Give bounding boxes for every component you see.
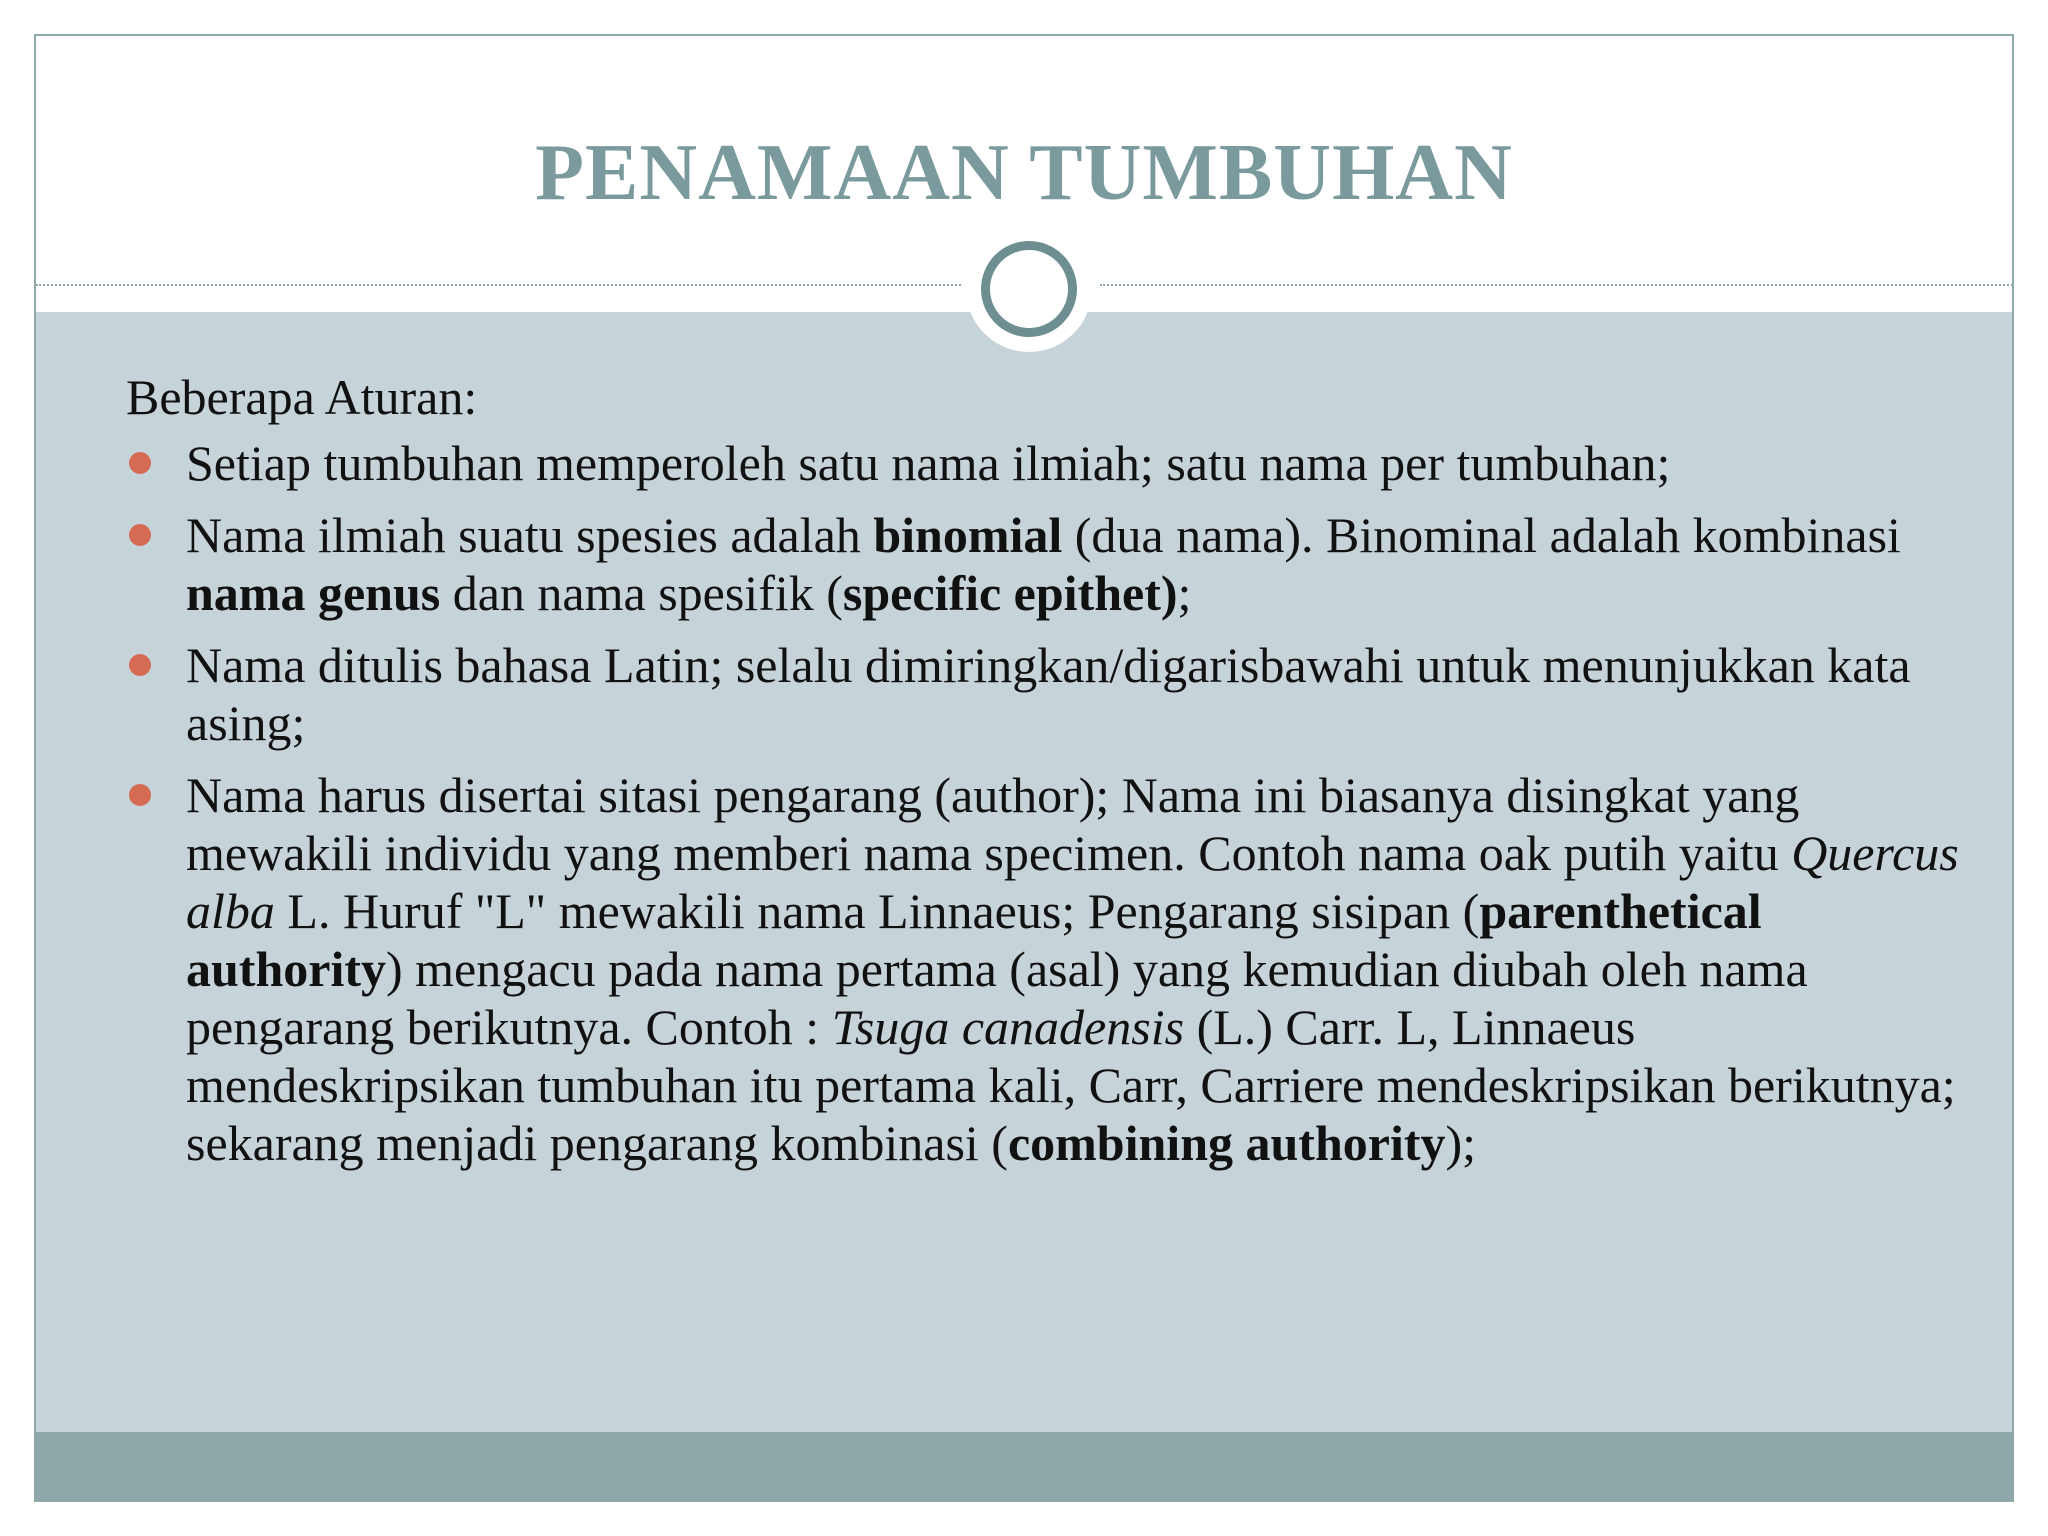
slide-body [126, 368, 1976, 1186]
bullet-text: dan nama spesifik ( [440, 565, 843, 621]
bullet-text: Setiap tumbuhan memperoleh satu nama ilmiah; satu nama per tumbuhan; [186, 435, 1671, 491]
specific-epithet-term: specific epithet) [842, 565, 1178, 621]
bullet-text: ); [1445, 1115, 1477, 1171]
title-divider-left [36, 284, 961, 286]
slide-title: PENAMAAN TUMBUHAN [535, 129, 1513, 217]
list-item-binomial [126, 506, 1976, 622]
list-item-latin [126, 636, 1976, 752]
bullet-dot-icon [129, 452, 151, 474]
bullet-text: (dua nama). Binominal adalah kombinasi [1062, 507, 1901, 563]
species-example-tsuga: Tsuga canadensis [831, 999, 1185, 1055]
title-divider-right [1100, 284, 2014, 286]
list-item-author [126, 766, 1976, 1172]
bullet-text: Nama harus disertai sitasi pengarang (author); Nama ini biasanya disingkat yang mewakili individu yang memberi nama specimen. Contoh nama oak putih yaitu [186, 767, 1800, 881]
slide [34, 34, 2014, 1502]
list-item-single-name [126, 434, 1976, 492]
combining-authority-term: combining authority [1007, 1115, 1446, 1171]
footer-band [36, 1432, 2012, 1502]
bullet-text: ) mengacu pada nama pertama (asal) yang kemudian diubah oleh nama pengarang berikutnya. Contoh : [186, 941, 1808, 1055]
bullet-text: ; [1177, 565, 1192, 621]
bullet-text: Nama ditulis bahasa Latin; selalu dimiringkan/digarisbawahi untuk menunjukkan kata asing; [186, 637, 1911, 751]
intro-text: Beberapa Aturan: [126, 369, 478, 425]
binomial-term: binomial [873, 507, 1063, 563]
bullet-dot-icon [129, 524, 151, 546]
genus-term: nama genus [186, 565, 441, 621]
species-example-quercus: Quercus alba [186, 825, 1959, 939]
bullet-dot-icon [129, 784, 151, 806]
bullet-text: L. Huruf "L" mewakili nama Linnaeus; Pengarang sisipan ( [274, 883, 1480, 939]
title-circle-icon [981, 241, 1077, 337]
rules-list [126, 434, 1976, 1172]
parenthetical-authority-term: parenthetical authority [186, 883, 1762, 997]
bullet-dot-icon [129, 654, 151, 676]
bullet-text: Nama ilmiah suatu spesies adalah [186, 507, 874, 563]
bullet-text: (L.) Carr. L, Linnaeus mendeskripsikan tumbuhan itu pertama kali, Carr, Carriere mendeskripsikan berikutnya; sekarang menjadi pengarang kombinasi ( [186, 999, 1956, 1171]
